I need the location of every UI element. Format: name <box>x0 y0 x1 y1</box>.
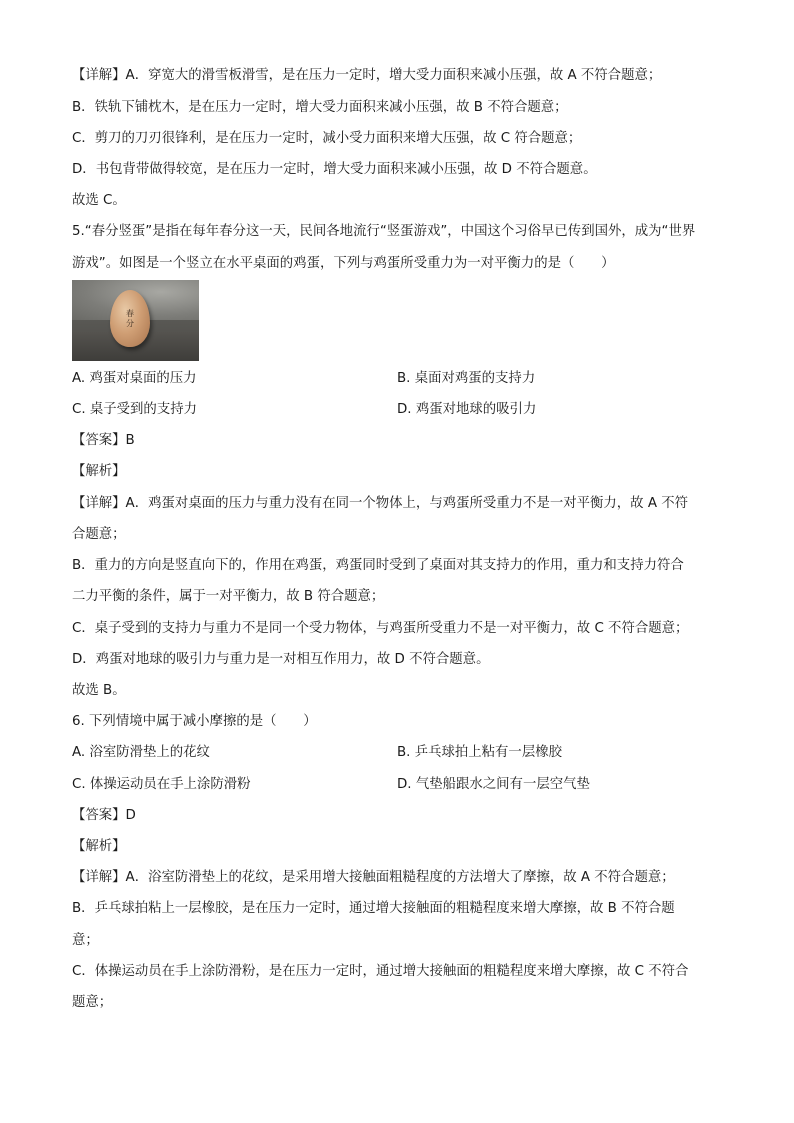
question-6-analysis-heading: 【解析】 <box>72 839 126 854</box>
question-6-answer: 【答案】D <box>72 808 136 823</box>
question-6-option-b: B. 乒乓球拍上粘有一层橡胶 <box>397 745 562 760</box>
explanation-line: C．桌子受到的支持力与重力不是同一个受力物体，与鸡蛋所受重力不是一对平衡力，故 C 不符合题意； <box>72 621 689 636</box>
explanation-line: 二力平衡的条件，属于一对平衡力，故 B 符合题意； <box>72 589 385 604</box>
explanation-line: B．重力的方向是竖直向下的，作用在鸡蛋，鸡蛋同时受到了桌面对其支持力的作用，重力和支持力符合 <box>72 558 684 573</box>
egg-image <box>110 290 150 347</box>
question-5-option-b: B. 桌面对鸡蛋的支持力 <box>397 371 536 386</box>
explanation-line: C．剪刀的刀刃很锋利，是在压力一定时，减小受力面积来增大压强，故 C 符合题意； <box>72 131 582 146</box>
question-5-stem: 游戏”。如图是一个竖立在水平桌面的鸡蛋，下列与鸡蛋所受重力为一对平衡力的是（ ） <box>72 256 615 271</box>
explanation-line: C．体操运动员在手上涂防滑粉，是在压力一定时，通过增大接触面的粗糙程度来增大摩擦，故 C 不符合 <box>72 964 689 979</box>
question-6-stem: 6. 下列情境中属于减小摩擦的是（ ） <box>72 714 317 729</box>
explanation-line: 意； <box>72 933 99 948</box>
question-5-option-c: C. 桌子受到的支持力 <box>72 402 197 417</box>
egg-photo <box>72 280 199 361</box>
question-5-option-d: D. 鸡蛋对地球的吸引力 <box>397 402 537 417</box>
egg-lettering: 春 <box>126 309 134 318</box>
explanation-line: 【详解】A．鸡蛋对桌面的压力与重力没有在同一个物体上，与鸡蛋所受重力不是一对平衡力，故 A 不符 <box>72 496 689 511</box>
question-5-answer: 【答案】B <box>72 433 135 448</box>
explanation-line: D．鸡蛋对地球的吸引力与重力是一对相互作用力，故 D 不符合题意。 <box>72 652 490 667</box>
explanation-line: 【详解】A．浴室防滑垫上的花纹，是采用增大接触面粗糙程度的方法增大了摩擦，故 A 不符合题意； <box>72 870 675 885</box>
question-6-option-a: A. 浴室防滑垫上的花纹 <box>72 745 210 760</box>
question-5-analysis-heading: 【解析】 <box>72 464 126 479</box>
explanation-line: B．乒乓球拍粘上一层橡胶，是在压力一定时，通过增大接触面的粗糙程度来增大摩擦，故 B 不符合题 <box>72 901 675 916</box>
explanation-line: D．书包背带做得较宽，是在压力一定时，增大受力面积来减小压强，故 D 不符合题意。 <box>72 162 597 177</box>
egg-lettering: 分 <box>126 319 134 328</box>
question-6-option-c: C. 体操运动员在手上涂防滑粉 <box>72 777 251 792</box>
explanation-line: 合题意； <box>72 527 126 542</box>
explanation-line: 题意； <box>72 995 113 1010</box>
explanation-line: B．铁轨下铺枕木，是在压力一定时，增大受力面积来减小压强，故 B 不符合题意； <box>72 100 568 115</box>
explanation-line: 【详解】A．穿宽大的滑雪板滑雪，是在压力一定时，增大受力面积来减小压强，故 A 不符合题意； <box>72 68 662 83</box>
question-5-stem: 5.“春分竖蛋”是指在每年春分这一天，民间各地流行“竖蛋游戏”，中国这个习俗早已传到国外，成为“世界 <box>72 224 696 239</box>
question-6-option-d: D. 气垫船跟水之间有一层空气垫 <box>397 777 590 792</box>
conclusion-line: 故选 C。 <box>72 193 126 208</box>
conclusion-line: 故选 B。 <box>72 683 126 698</box>
question-5-option-a: A. 鸡蛋对桌面的压力 <box>72 371 197 386</box>
